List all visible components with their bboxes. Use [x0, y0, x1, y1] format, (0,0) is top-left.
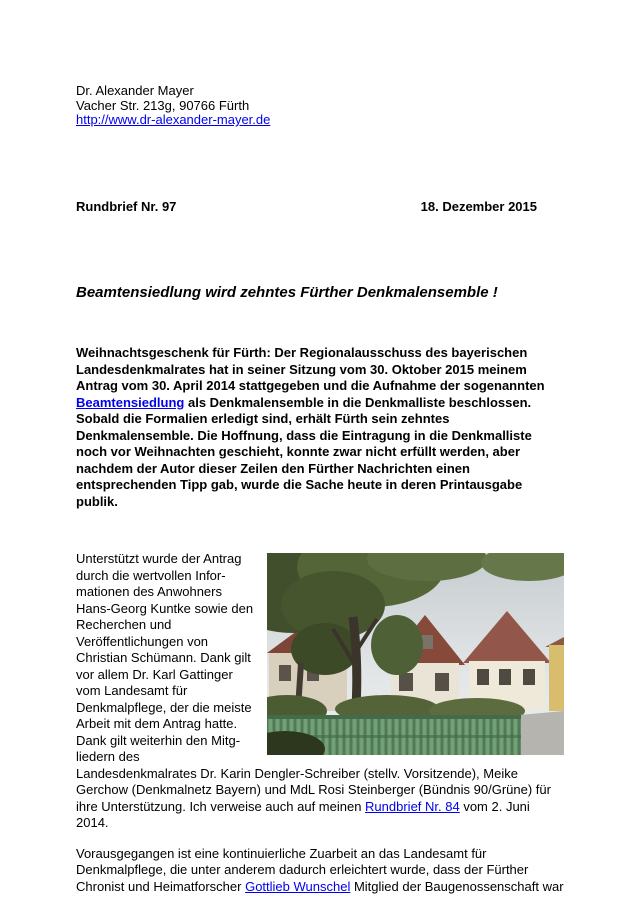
beamtensiedlung-link[interactable]: Beamtensiedlung [76, 394, 185, 410]
meta-row [76, 199, 564, 216]
body-text-1: Unterstützt wurde der Antrag durch die wertvollen Informationen des Anwohners Hans-Georg Kuntke sowie den Recherchen und Veröffentlichungen von Christian Schümann. Dank gilt vor allem Dr. Karl Gattinger vom Landesamt für Denkmalpflege, der die meiste Arbeit mit dem Antrag hatte. Dank gilt weiterhin den Mitgliedern des Landesdenkmalrates Dr. Karin Dengler-Schreiber (stellv. Vorsitzende), Meike Gerchow (Denkmalnetz Bayern) und MdL Rosi Steinberger (Bündnis 90/Grüne) für ihre Unterstützung. Ich verweise auch auf meinen [76, 551, 551, 814]
closing-paragraph [76, 846, 564, 896]
photo-illustration [267, 553, 564, 755]
intro-text-1: Weihnachtsgeschenk für Fürth: Der Regionalausschuss des bayerischen Landesdenkmalrates hat in seiner Sitzung vom 30. Oktober 2015 meinem Antrag vom 30. April 2014 stattgegeben und die Aufnahme der sogenannten [76, 345, 545, 393]
intro-text-2: als Denkmalensemble in die Denkmalliste beschlossen. Sobald die Formalien erledigt sind, erhält Fürth sein zehntes Denkmalensemble. Die Hoffnung, dass die Eintragung in die Denkmalliste noch vor Weihnachten geschieht, konnte zwar nicht erfüllt werden, aber nachdem der Autor dieser Zeilen den Fürther Nachrichten einen entsprechenden Tipp gab, wurde die Sache heute in deren Printausgabe publik. [76, 394, 532, 509]
sender-block [76, 84, 564, 128]
closing-text-1: Vorausgegangen ist eine kontinuierliche Zuarbeit an das Landesamt für Denkmalpflege, die unter anderem dadurch erleichtert wurde, dass der Fürther Chronist und Heimatforscher [76, 845, 529, 894]
intro-paragraph [76, 345, 564, 510]
sender-website-link[interactable]: http://www.dr-alexander-mayer.de [76, 112, 271, 127]
photo [267, 553, 564, 755]
rundbrief-84-link[interactable]: Rundbrief Nr. 84 [365, 798, 460, 814]
sender-address: Vacher Str. 213g, 90766 Fürth [76, 97, 250, 113]
document-date: 18. Dezember 2015 [420, 198, 537, 214]
newsletter-number: Rundbrief Nr. 97 [76, 198, 177, 214]
body-text-2: vom 2. Juni 2014. [76, 798, 530, 830]
sender-name: Dr. Alexander Mayer [76, 83, 194, 98]
closing-text-2: Mitglied der Baugenossenschaft war [350, 878, 564, 894]
headline: Beamtensiedlung wird zehntes Fürther Denkmalensemble ! [76, 284, 498, 301]
gottlieb-wunschel-link[interactable]: Gottlieb Wunschel [245, 878, 351, 894]
body-paragraph [76, 551, 564, 832]
